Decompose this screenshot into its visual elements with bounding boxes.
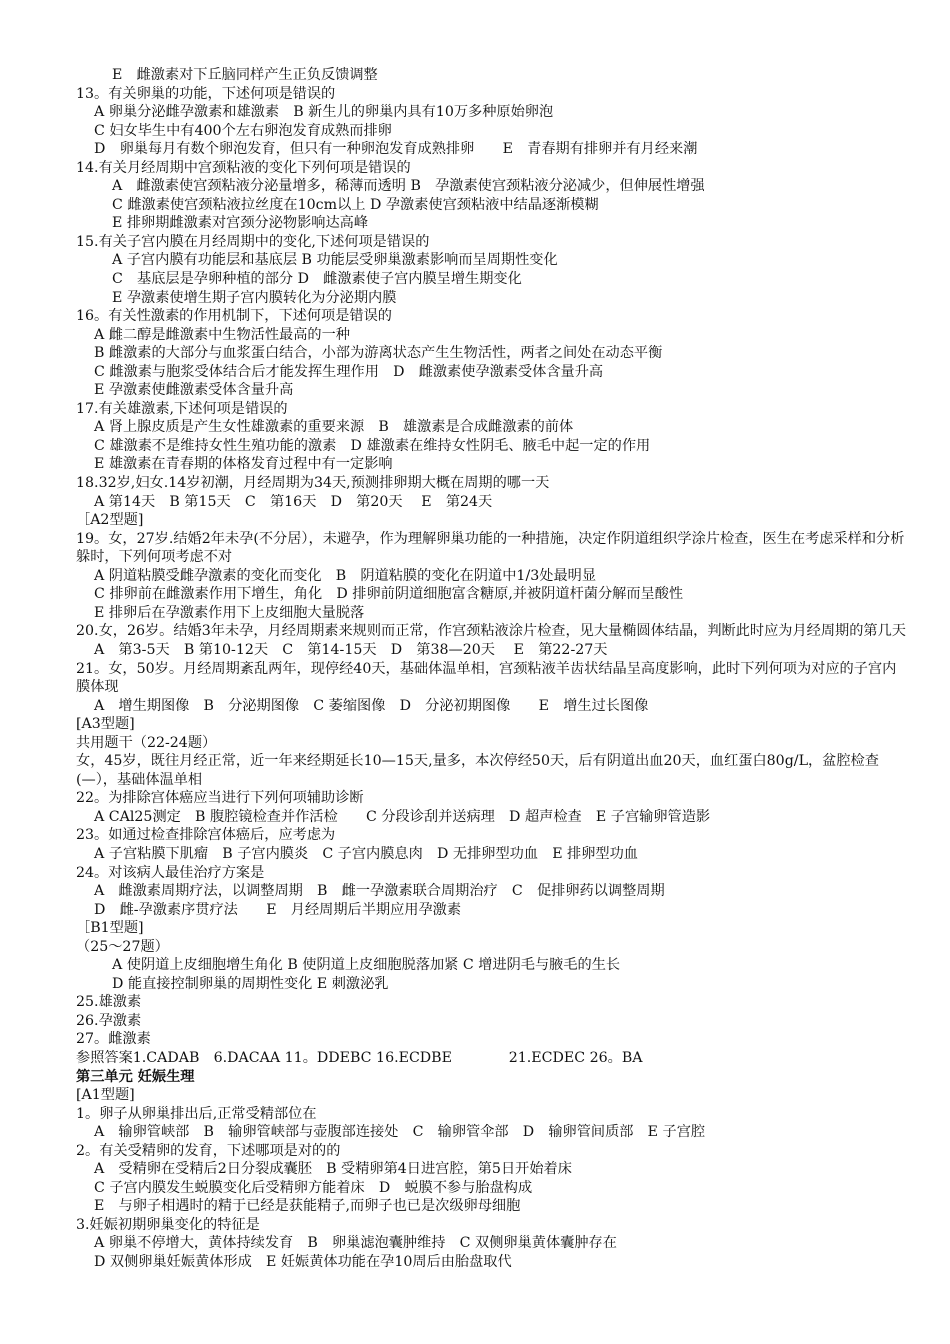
- text-line: 3.妊娠初期卵巢变化的特征是: [76, 1216, 260, 1233]
- text-line: A 子宫内膜有功能层和基底层 B 功能层受卵巢激素影响而呈周期性变化: [112, 252, 558, 269]
- document-body: [76, 66, 906, 1272]
- text-line: D 能直接控制卵巢的周期性变化 E 刺激泌乳: [112, 975, 389, 992]
- text-line: 17.有关雄激素,下述何项是错误的: [76, 400, 288, 417]
- text-line: （25～27题）: [76, 938, 169, 955]
- text-line: 18.32岁,妇女.14岁初潮，月经周期为34天,预测排卵期大概在周期的哪一天: [76, 475, 550, 492]
- text-line: 26.孕激素: [76, 1012, 142, 1029]
- text-line: E 排卵后在孕激素作用下上皮细胞大量脱落: [94, 604, 365, 621]
- text-line: A 第14天 B 第15天 C 第16天 D 第20天 E 第24天: [94, 493, 493, 510]
- text-line: 23。如通过检查排除宫体癌后，应考虑为: [76, 827, 336, 844]
- text-line: C 雌激素使宫颈粘液拉丝度在10cm以上 D 孕激素使宫颈粘液中结晶逐渐模糊: [112, 196, 599, 213]
- text-line: [A3型题]: [76, 716, 135, 733]
- text-line: 20.女，26岁。结婚3年未孕，月经周期素来规则而正常，作宫颈粘液涂片检查，见大量椭圆体结晶，判断此时应为月经周期的第几天: [76, 623, 906, 640]
- text-line: E 与卵子相遇时的精于已经是获能精子,而卵子也已是次级卵母细胞: [94, 1198, 521, 1215]
- text-line: C 雄激素不是维持女性生殖功能的激素 D 雄激素在维持女性阴毛、腋毛中起一定的作用: [94, 437, 651, 454]
- text-line: 21。女，50岁。月经周期紊乱两年，现停经40天，基础体温单相，宫颈粘液羊齿状结晶呈高度影响，此时下列何项为对应的子宫内膜体现: [76, 660, 897, 696]
- text-line: B 雌激素的大部分与血浆蛋白结合，小部为游离状态产生生物活性，两者之间处在动态平衡: [94, 345, 663, 362]
- text-line: A 卵巢不停增大，黄体持续发育 B 卵巢滤泡囊肿维持 C 双侧卵巢黄体囊肿存在: [94, 1235, 617, 1252]
- text-line: C 雌激素与胞浆受体结合后才能发挥生理作用 D 雌激素使孕激素受体含量升高: [94, 363, 604, 380]
- text-line: 1。卵子从卵巢排出后,正常受精部位在: [76, 1105, 317, 1122]
- text-line: D 雌-孕激素序贯疗法 E 月经周期后半期应用孕激素: [94, 901, 462, 918]
- text-line: E 雌激素对下丘脑同样产生正负反馈调整: [112, 67, 378, 83]
- text-line: 2。有关受精卵的发育，下述哪项是对的的: [76, 1142, 341, 1159]
- section-heading: 第三单元 妊娠生理: [76, 1068, 195, 1085]
- text-line: ［A2型题]: [76, 512, 144, 529]
- text-line: E 雄激素在青春期的体格发育过程中有一定影响: [94, 456, 393, 473]
- text-line: A 使阴道上皮细胞增生角化 B 使阴道上皮细胞脱落加紧 C 增进阴毛与腋毛的生长: [112, 957, 621, 974]
- text-line: C 排卵前在雌激素作用下增生，角化 D 排卵前阴道细胞富含糖原,并被阴道杆菌分解而呈酸性: [94, 586, 684, 603]
- text-line: 14.有关月经周期中宫颈粘液的变化下列何项是错误的: [76, 159, 411, 176]
- text-line: A 卵巢分泌雌孕激素和雄激素 B 新生儿的卵巢内具有10万多种原始卵泡: [94, 104, 554, 121]
- text-line: D 双侧卵巢妊娠黄体形成 E 妊娠黄体功能在孕10周后由胎盘取代: [94, 1254, 512, 1270]
- text-line: C 子宫内膜发生蜕膜变化后受精卵方能着床 D 蜕膜不参与胎盘构成: [94, 1179, 533, 1196]
- text-line: A 阴道粘膜受雌孕激素的变化而变化 B 阴道粘膜的变化在阴道中1/3处最明显: [94, 567, 597, 584]
- text-line: 27。雌激素: [76, 1031, 151, 1048]
- text-line: 13。有关卵巢的功能，下述何项是错误的: [76, 85, 336, 102]
- text-line: E 孕激素使增生期子宫内膜转化为分泌期内膜: [112, 289, 397, 306]
- text-line: 参照答案1.CADAB 6.DACAA 11。DDEBC 16.ECDBE 21.ECDEC 26。BA: [76, 1049, 643, 1066]
- text-line: A 子宫粘膜下肌瘤 B 子宫内膜炎 C 子宫内膜息肉 D 无排卵型功血 E 排卵型功血: [94, 845, 638, 862]
- text-line: A 肾上腺皮质是产生女性雄激素的重要来源 B 雄激素是合成雌激素的前体: [94, 419, 574, 436]
- text-line: C 妇女毕生中有400个左右卵泡发育成熟而排卵: [94, 122, 392, 139]
- text-line: A 第3-5天 B 第10-12天 C 第14-15天 D 第38—20天 E 第22-27天: [94, 641, 608, 658]
- text-line: A 输卵管峡部 B 输卵管峡部与壶腹部连接处 C 输卵管伞部 D 输卵管间质部 E 子宫腔: [94, 1124, 706, 1141]
- text-line: E 孕激素使雌激素受体含量升高: [94, 382, 294, 399]
- text-line: A 受精卵在受精后2日分裂成囊胚 B 受精卵第4日进宫腔，第5日开始着床: [94, 1161, 572, 1178]
- text-line: 共用题干（22-24题）: [76, 734, 217, 751]
- text-line: 22。为排除宫体癌应当进行下列何项辅助诊断: [76, 790, 364, 807]
- text-line: 16。有关性激素的作用机制下，下述何项是错误的: [76, 308, 392, 325]
- text-line: C 基底层是孕卵种植的部分 D 雌激素使子宫内膜呈增生期变化: [112, 271, 522, 288]
- text-line: A 雌激素周期疗法，以调整周期 B 雌一孕激素联合周期治疗 C 促排卵药以调整周期: [94, 883, 665, 900]
- text-line: A 雌激素使宫颈粘液分泌量增多，稀薄而透明 B 孕激素使宫颈粘液分泌减少，但伸展性增强: [112, 178, 705, 195]
- text-line: 25.雄激素: [76, 994, 142, 1011]
- text-line: 女，45岁，既往月经正常，近一年来经期延长10—15天,量多，本次停经50天，后有阴道出血20天，血红蛋白80g/L，盆腔检查(—），基础体温单相: [76, 753, 879, 788]
- text-line: [A1型题]: [76, 1087, 135, 1104]
- text-line: A CAl25测定 B 腹腔镜检查并作活检 C 分段诊刮并送病理 D 超声检查 E 子宫输卵管造影: [94, 808, 711, 825]
- text-line: 15.有关子宫内膜在月经周期中的变化,下述何项是错误的: [76, 233, 430, 250]
- text-line: ［B1型题]: [76, 920, 144, 937]
- text-line: 19。女，27岁.结婚2年未孕(不分居），未避孕，作为理解卵巢功能的一种措施，决定作阴道组织学涂片检查，医生在考虑采样和分析躲时，下列何项考虑不对: [76, 530, 905, 566]
- text-line: D 卵巢每月有数个卵泡发育，但只有一种卵泡发育成熟排卵 E 青春期有排卵并有月经来潮: [94, 141, 698, 158]
- text-line: 24。对该病人最佳治疗方案是: [76, 864, 265, 881]
- text-line: A 雌二醇是雌激素中生物活性最高的一种: [94, 326, 350, 343]
- text-line: A 增生期图像 B 分泌期图像 C 萎缩图像 D 分泌初期图像 E 增生过长图像: [94, 697, 649, 714]
- text-line: E 排卵期雌激素对宫颈分泌物影响达高峰: [112, 215, 369, 232]
